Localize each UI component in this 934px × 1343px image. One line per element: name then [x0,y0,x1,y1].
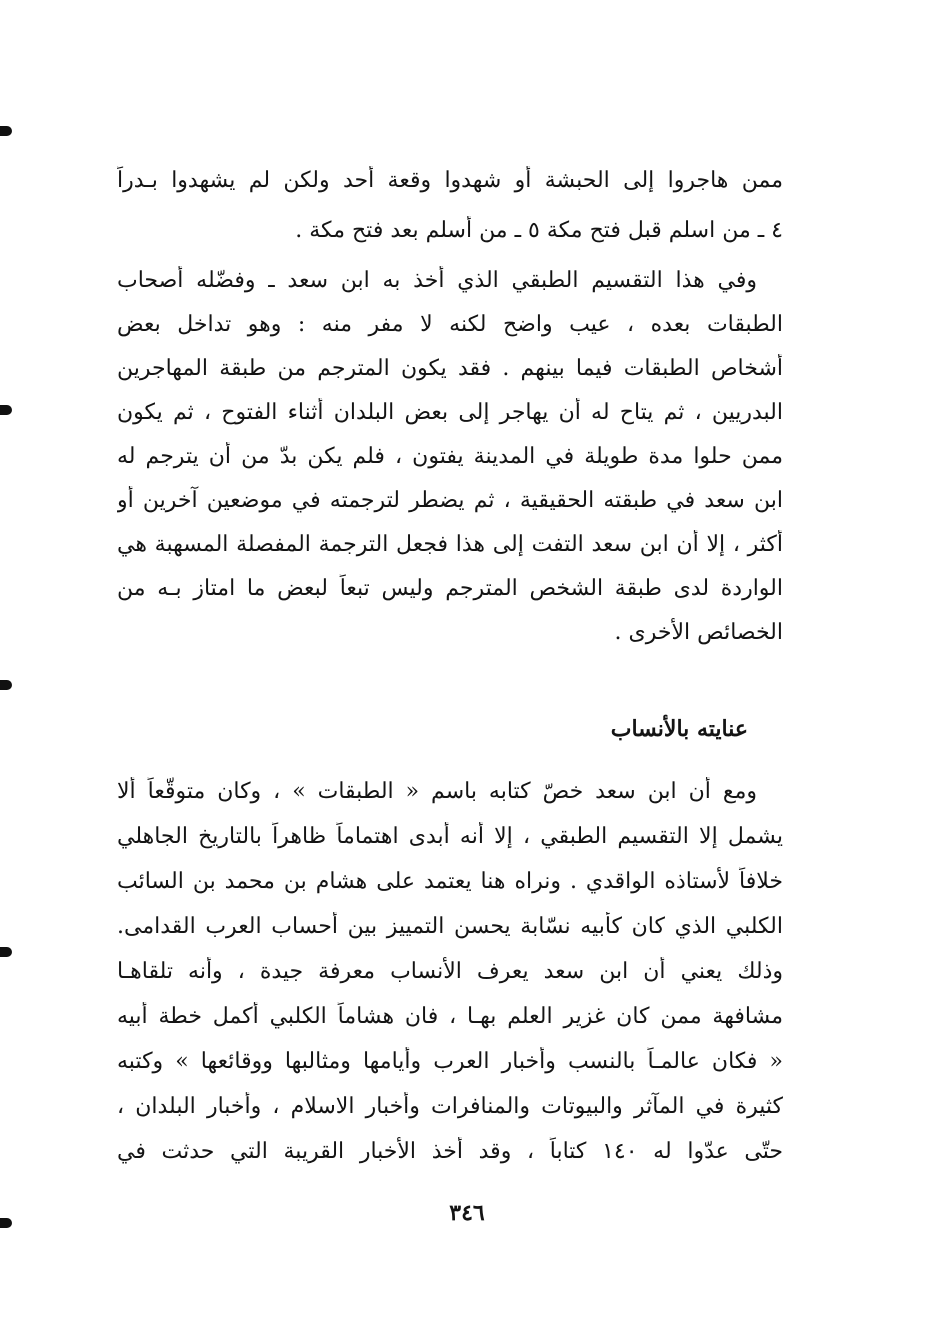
text-line: يشمل إلا التقسيم الطبقي ، إلا أنه أبدى اهتماماً ظاهراً بالتاريخ الجاهلي [117,824,783,849]
binding-mark [0,405,12,415]
text-line: أكثر ، إلا أن ابن سعد التفت إلى هذا فجعل الترجمة المفصلة المسهبة هي [117,532,783,557]
page-number: ٣٤٦ [449,1200,485,1226]
text-line: البدريين ، ثم يتاح له أن يهاجر إلى بعض البلدان أثناء الفتوح ، ثم يكون [117,400,783,425]
text-line: حتّى عدّوا له ١٤٠ كتاباً ، وقد أخذ الأخبار القريبة التي حدثت في [117,1139,783,1164]
text-line: ٤ ـ من اسلم قبل فتح مكة ٥ ـ من أسلم بعد فتح مكة . [295,218,783,243]
text-line: ومع أن ابن سعد خصّ كتابه باسم « الطبقات » ، وكان متوقّعاً ألا [117,779,757,804]
text-line: خلافاً لأستاذه الواقدي . ونراه هنا يعتمد على هشام بن محمد بن السائب [117,869,783,894]
text-line: الواردة لدى طبقة الشخص المترجم وليس تبعاً لبعض ما امتاز بـه من [117,576,783,601]
paragraph-block-2 [117,777,783,1167]
text-line: وفي هذا التقسيم الطبقي الذي أخذ به ابن سعد ـ وفضّله أصحاب [117,268,757,293]
text-line: ممن هاجروا إلى الحبشة أو شهدوا وقعة أحد ولكن لم يشهدوا بـدراً [117,168,783,193]
binding-mark [0,126,12,136]
paragraph-block-1 [117,166,783,648]
text-line: كثيرة في المآثر والبيوتات والمنافرات وأخبار الاسلام ، وأخبار البلدان ، [117,1094,783,1119]
binding-mark [0,680,12,690]
text-line: أشخاص الطبقات فيما بينهم . فقد يكون المترجم من طبقة المهاجرين [117,356,783,381]
text-line: الكلبي الذي كان كأبيه نسّابة يحسن التمييز بين أحساب العرب القدامى. [117,914,783,939]
text-line: ابن سعد في طبقته الحقيقية ، ثم يضطر لترجمته في موضعين آخرين أو [117,488,783,513]
text-line: وذلك يعني أن ابن سعد يعرف الأنساب معرفة جيدة ، وأنه تلقاهـا [117,959,783,984]
text-line: الخصائص الأخرى . [614,620,783,645]
text-line: مشافهة ممن كان غزير العلم بهـا ، فان هشاماً الكلبي أكمل خطة أبيه [117,1004,783,1029]
text-line: ممن حلوا مدة طويلة في المدينة يفتون ، فلم يكن بدّ من أن يترجم له [117,444,783,469]
section-heading: عنايته بالأنساب [610,716,748,742]
text-line: الطبقات بعده ، عيب واضح لكنه لا مفر منه : وهو تداخل بعض [117,312,783,337]
binding-mark [0,947,12,957]
text-line: « فكان عالمـاً بالنسب وأخبار العرب وأيامها ومثالبها ووقائعها » وكتبه [117,1049,783,1074]
